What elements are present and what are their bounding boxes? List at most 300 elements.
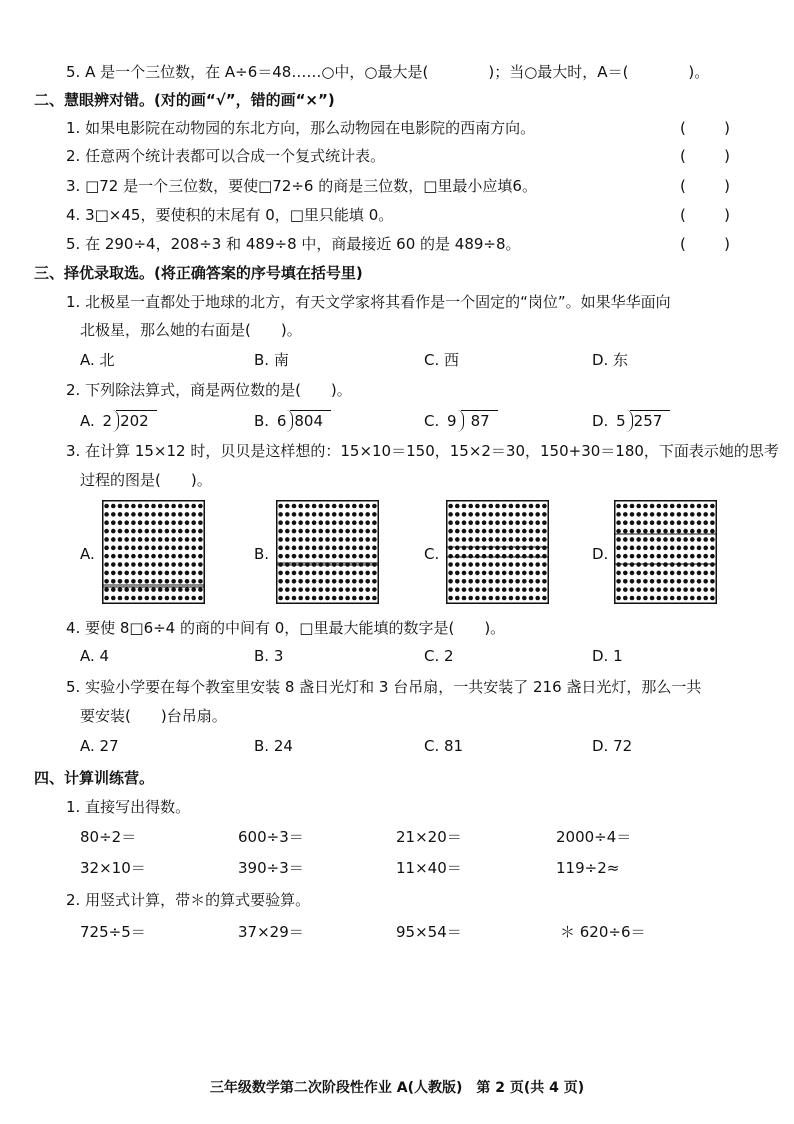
dot bbox=[145, 504, 150, 509]
dot bbox=[542, 587, 547, 592]
dot bbox=[151, 537, 156, 542]
dot bbox=[489, 562, 494, 567]
dot bbox=[165, 587, 170, 592]
dot bbox=[352, 546, 357, 551]
dot bbox=[663, 537, 668, 542]
dot bbox=[138, 512, 143, 517]
dot bbox=[198, 546, 203, 551]
dot bbox=[171, 554, 176, 559]
dot bbox=[104, 546, 109, 551]
dot bbox=[325, 579, 330, 584]
dot bbox=[104, 579, 109, 584]
option-b: B. 6 804 bbox=[254, 410, 331, 431]
dot bbox=[158, 520, 163, 525]
dot bbox=[468, 520, 473, 525]
dot bbox=[448, 562, 453, 567]
dot bbox=[158, 512, 163, 517]
dot bbox=[663, 504, 668, 509]
dot bbox=[145, 529, 150, 534]
dot bbox=[104, 571, 109, 576]
dot bbox=[522, 512, 527, 517]
section-4-title: 四、计算训练营。 bbox=[34, 769, 155, 787]
dot bbox=[312, 571, 317, 576]
dot bbox=[670, 537, 675, 542]
dot bbox=[352, 529, 357, 534]
dot bbox=[104, 537, 109, 542]
choice-q3-line1: 3. 在计算 15×12 时，贝贝是这样想的：15×10＝150，15×2＝30，150+30＝180，下面表示她的思考 bbox=[66, 442, 779, 460]
dot bbox=[703, 579, 708, 584]
dot bbox=[359, 529, 364, 534]
dot bbox=[372, 554, 377, 559]
dot bbox=[495, 504, 500, 509]
dot bbox=[131, 596, 136, 601]
oral-calc-item: 80÷2＝ bbox=[80, 828, 137, 846]
dot bbox=[657, 571, 662, 576]
dot bbox=[623, 571, 628, 576]
dot bbox=[710, 596, 715, 601]
dot bbox=[285, 504, 290, 509]
oral-calc-item: 32×10＝ bbox=[80, 859, 146, 877]
dot bbox=[468, 562, 473, 567]
dot bbox=[630, 554, 635, 559]
dot bbox=[171, 504, 176, 509]
dot bbox=[468, 596, 473, 601]
dot bbox=[178, 529, 183, 534]
vertical-calc-item: ＊ 620÷6＝ bbox=[560, 923, 646, 941]
dot bbox=[278, 512, 283, 517]
dot bbox=[372, 529, 377, 534]
dot bbox=[171, 571, 176, 576]
dot bbox=[650, 546, 655, 551]
dot bbox=[178, 512, 183, 517]
dot bbox=[623, 562, 628, 567]
dot bbox=[298, 512, 303, 517]
dot bbox=[616, 562, 621, 567]
dot bbox=[111, 596, 116, 601]
dot bbox=[292, 529, 297, 534]
dot bbox=[650, 504, 655, 509]
dot bbox=[345, 537, 350, 542]
dot bbox=[663, 571, 668, 576]
dot bbox=[677, 562, 682, 567]
dot bbox=[623, 512, 628, 517]
dot bbox=[650, 520, 655, 525]
dot bbox=[305, 520, 310, 525]
judge-item-4: 4. 3□×45，要使积的末尾有 0，□里只能填 0。 bbox=[66, 206, 394, 224]
dot bbox=[158, 546, 163, 551]
dot bbox=[462, 537, 467, 542]
dot bbox=[455, 529, 460, 534]
dot bbox=[489, 554, 494, 559]
dot bbox=[703, 596, 708, 601]
dot bbox=[535, 571, 540, 576]
dot bbox=[670, 520, 675, 525]
dot bbox=[158, 596, 163, 601]
dot bbox=[165, 571, 170, 576]
dot bbox=[285, 529, 290, 534]
dot bbox=[468, 537, 473, 542]
dot bbox=[178, 579, 183, 584]
option-b: B. 24 bbox=[254, 737, 293, 755]
dot bbox=[145, 537, 150, 542]
dot bbox=[312, 554, 317, 559]
dot bbox=[319, 546, 324, 551]
dot bbox=[312, 512, 317, 517]
dot bbox=[372, 504, 377, 509]
dot bbox=[298, 537, 303, 542]
dot bbox=[690, 529, 695, 534]
dot bbox=[332, 579, 337, 584]
dot bbox=[643, 546, 648, 551]
option-d: D. 5 257 bbox=[592, 410, 670, 431]
dot bbox=[372, 546, 377, 551]
dot bbox=[191, 512, 196, 517]
choice-q1-line1: 1. 北极星一直都处于地球的北方，有天文学家将其看作是一个固定的“岗位”。如果华华面向 bbox=[66, 293, 671, 311]
dot bbox=[171, 520, 176, 525]
dot bbox=[515, 579, 520, 584]
dot bbox=[522, 579, 527, 584]
dot bbox=[191, 546, 196, 551]
option-a: A. 北 bbox=[80, 351, 115, 369]
dot bbox=[359, 579, 364, 584]
dot bbox=[475, 504, 480, 509]
dot bbox=[138, 546, 143, 551]
dot bbox=[643, 512, 648, 517]
section-3-title: 三、择优录取选。(将正确答案的序号填在括号里) bbox=[34, 264, 363, 282]
dot bbox=[352, 587, 357, 592]
dot bbox=[339, 512, 344, 517]
dot bbox=[339, 537, 344, 542]
dot bbox=[690, 571, 695, 576]
dot bbox=[657, 554, 662, 559]
dot bbox=[468, 546, 473, 551]
dot bbox=[683, 554, 688, 559]
dot bbox=[319, 571, 324, 576]
vertical-calc-item: 95×54＝ bbox=[396, 923, 462, 941]
dot-array-figure bbox=[446, 500, 549, 604]
dot bbox=[529, 537, 534, 542]
dot bbox=[462, 562, 467, 567]
dot bbox=[703, 529, 708, 534]
dot bbox=[448, 596, 453, 601]
dot bbox=[697, 512, 702, 517]
dot bbox=[663, 520, 668, 525]
dot bbox=[542, 537, 547, 542]
dot bbox=[285, 546, 290, 551]
dot bbox=[529, 579, 534, 584]
dot bbox=[535, 562, 540, 567]
dot bbox=[690, 520, 695, 525]
dot bbox=[509, 546, 514, 551]
dot bbox=[616, 537, 621, 542]
dot bbox=[650, 537, 655, 542]
dot bbox=[151, 529, 156, 534]
dot bbox=[515, 520, 520, 525]
dot bbox=[697, 546, 702, 551]
dot bbox=[495, 520, 500, 525]
dot bbox=[292, 579, 297, 584]
dot bbox=[448, 529, 453, 534]
dot bbox=[677, 571, 682, 576]
dot bbox=[462, 571, 467, 576]
dot bbox=[111, 579, 116, 584]
dot bbox=[278, 587, 283, 592]
dot bbox=[670, 596, 675, 601]
dot bbox=[670, 554, 675, 559]
dot bbox=[630, 587, 635, 592]
dot bbox=[495, 537, 500, 542]
dot bbox=[697, 520, 702, 525]
dot bbox=[171, 596, 176, 601]
dot bbox=[515, 546, 520, 551]
dot bbox=[332, 520, 337, 525]
choice-q4: 4. 要使 8□6÷4 的商的中间有 0，□里最大能填的数字是( )。 bbox=[66, 619, 506, 637]
dot bbox=[670, 587, 675, 592]
dot bbox=[643, 529, 648, 534]
dot bbox=[542, 596, 547, 601]
dot bbox=[710, 520, 715, 525]
dot bbox=[138, 537, 143, 542]
dot bbox=[623, 529, 628, 534]
dot bbox=[703, 546, 708, 551]
dot bbox=[616, 579, 621, 584]
dot bbox=[104, 512, 109, 517]
dot bbox=[703, 571, 708, 576]
dot-array-figure bbox=[102, 500, 205, 604]
dot bbox=[489, 504, 494, 509]
dot bbox=[535, 587, 540, 592]
dot bbox=[285, 520, 290, 525]
dot bbox=[683, 520, 688, 525]
dot bbox=[522, 520, 527, 525]
dot bbox=[616, 504, 621, 509]
dot bbox=[630, 529, 635, 534]
dot bbox=[677, 579, 682, 584]
dot bbox=[522, 596, 527, 601]
dot bbox=[178, 520, 183, 525]
dot bbox=[515, 562, 520, 567]
dot bbox=[165, 537, 170, 542]
dot bbox=[623, 587, 628, 592]
page-footer: 三年级数学第二次阶段性作业 A(人教版) 第 2 页(共 4 页) bbox=[209, 1080, 585, 1096]
dot bbox=[663, 587, 668, 592]
dot bbox=[643, 520, 648, 525]
dot bbox=[468, 529, 473, 534]
dot bbox=[502, 520, 507, 525]
option-a: A. 2 202 bbox=[80, 410, 157, 431]
dot bbox=[495, 571, 500, 576]
dot bbox=[178, 504, 183, 509]
dot bbox=[509, 504, 514, 509]
dot bbox=[124, 520, 129, 525]
dot bbox=[111, 587, 116, 592]
dot bbox=[509, 571, 514, 576]
choice-q5-line1: 5. 实验小学要在每个教室里安装 8 盏日光灯和 3 台吊扇，一共安装了 216 盏日光灯，那么一共 bbox=[66, 678, 702, 696]
dot bbox=[650, 596, 655, 601]
dot bbox=[111, 504, 116, 509]
dot bbox=[663, 554, 668, 559]
dot bbox=[191, 529, 196, 534]
dot bbox=[131, 537, 136, 542]
dot bbox=[104, 504, 109, 509]
dot bbox=[118, 529, 123, 534]
dot bbox=[359, 571, 364, 576]
dot bbox=[670, 512, 675, 517]
dot bbox=[502, 562, 507, 567]
dot bbox=[542, 571, 547, 576]
dot bbox=[191, 596, 196, 601]
dot bbox=[178, 571, 183, 576]
dot bbox=[325, 504, 330, 509]
dot bbox=[630, 596, 635, 601]
dot bbox=[482, 579, 487, 584]
dot bbox=[359, 546, 364, 551]
dot bbox=[509, 529, 514, 534]
dot bbox=[339, 504, 344, 509]
dot bbox=[145, 596, 150, 601]
dot bbox=[482, 512, 487, 517]
dot bbox=[292, 504, 297, 509]
dot bbox=[455, 571, 460, 576]
dot bbox=[191, 520, 196, 525]
dot bbox=[178, 554, 183, 559]
dot bbox=[104, 587, 109, 592]
dot bbox=[118, 537, 123, 542]
dot bbox=[151, 571, 156, 576]
dot bbox=[198, 537, 203, 542]
dot bbox=[124, 596, 129, 601]
dot bbox=[325, 554, 330, 559]
dot bbox=[448, 587, 453, 592]
dot bbox=[325, 596, 330, 601]
dot bbox=[657, 520, 662, 525]
dot bbox=[345, 554, 350, 559]
dot bbox=[475, 529, 480, 534]
dot bbox=[636, 537, 641, 542]
dot bbox=[165, 596, 170, 601]
dot bbox=[710, 554, 715, 559]
dot bbox=[312, 520, 317, 525]
dot bbox=[339, 546, 344, 551]
dot bbox=[475, 520, 480, 525]
dot bbox=[292, 571, 297, 576]
dot bbox=[509, 520, 514, 525]
dot bbox=[185, 512, 190, 517]
dot bbox=[151, 596, 156, 601]
dot bbox=[697, 537, 702, 542]
dot bbox=[542, 546, 547, 551]
dot bbox=[542, 512, 547, 517]
dot bbox=[475, 579, 480, 584]
dot bbox=[677, 504, 682, 509]
dot bbox=[535, 520, 540, 525]
long-division: 6 804 bbox=[274, 410, 331, 431]
dot bbox=[495, 562, 500, 567]
dot bbox=[372, 512, 377, 517]
dot bbox=[636, 579, 641, 584]
dot bbox=[529, 596, 534, 601]
dot bbox=[319, 596, 324, 601]
dot bbox=[643, 554, 648, 559]
dot bbox=[650, 529, 655, 534]
oral-calc-item: 390÷3＝ bbox=[238, 859, 304, 877]
dot bbox=[339, 554, 344, 559]
dot bbox=[312, 579, 317, 584]
dot bbox=[683, 529, 688, 534]
dot bbox=[502, 504, 507, 509]
dot bbox=[623, 554, 628, 559]
dot-array-dots bbox=[278, 504, 376, 601]
dot bbox=[535, 596, 540, 601]
dot bbox=[305, 537, 310, 542]
dot bbox=[690, 546, 695, 551]
dot bbox=[124, 546, 129, 551]
dot bbox=[124, 562, 129, 567]
dot bbox=[509, 537, 514, 542]
dot bbox=[475, 596, 480, 601]
dot bbox=[697, 529, 702, 534]
dot bbox=[339, 520, 344, 525]
dot bbox=[151, 579, 156, 584]
dot bbox=[285, 554, 290, 559]
dot bbox=[312, 537, 317, 542]
dot bbox=[165, 554, 170, 559]
dot bbox=[657, 562, 662, 567]
dot bbox=[616, 571, 621, 576]
dot bbox=[630, 512, 635, 517]
dot bbox=[365, 587, 370, 592]
dot bbox=[345, 596, 350, 601]
dot bbox=[489, 587, 494, 592]
dot bbox=[292, 554, 297, 559]
dot bbox=[657, 579, 662, 584]
dot bbox=[365, 537, 370, 542]
dot bbox=[657, 537, 662, 542]
dot bbox=[319, 554, 324, 559]
dot bbox=[345, 571, 350, 576]
dot bbox=[198, 579, 203, 584]
dot bbox=[111, 571, 116, 576]
dot bbox=[542, 554, 547, 559]
dot bbox=[325, 529, 330, 534]
dot bbox=[489, 512, 494, 517]
dot bbox=[198, 554, 203, 559]
dot bbox=[298, 529, 303, 534]
dot bbox=[332, 554, 337, 559]
dot bbox=[278, 596, 283, 601]
dot bbox=[339, 596, 344, 601]
dot bbox=[185, 587, 190, 592]
dot bbox=[345, 579, 350, 584]
dot bbox=[339, 587, 344, 592]
dot bbox=[677, 512, 682, 517]
dot bbox=[278, 504, 283, 509]
dot bbox=[502, 512, 507, 517]
dot bbox=[670, 546, 675, 551]
dot bbox=[372, 537, 377, 542]
dot bbox=[630, 546, 635, 551]
dot bbox=[124, 504, 129, 509]
dot bbox=[185, 529, 190, 534]
dot bbox=[365, 504, 370, 509]
dot bbox=[697, 571, 702, 576]
dot bbox=[158, 504, 163, 509]
dot bbox=[185, 504, 190, 509]
dot bbox=[495, 596, 500, 601]
dot bbox=[623, 520, 628, 525]
dot bbox=[298, 596, 303, 601]
dot bbox=[462, 504, 467, 509]
